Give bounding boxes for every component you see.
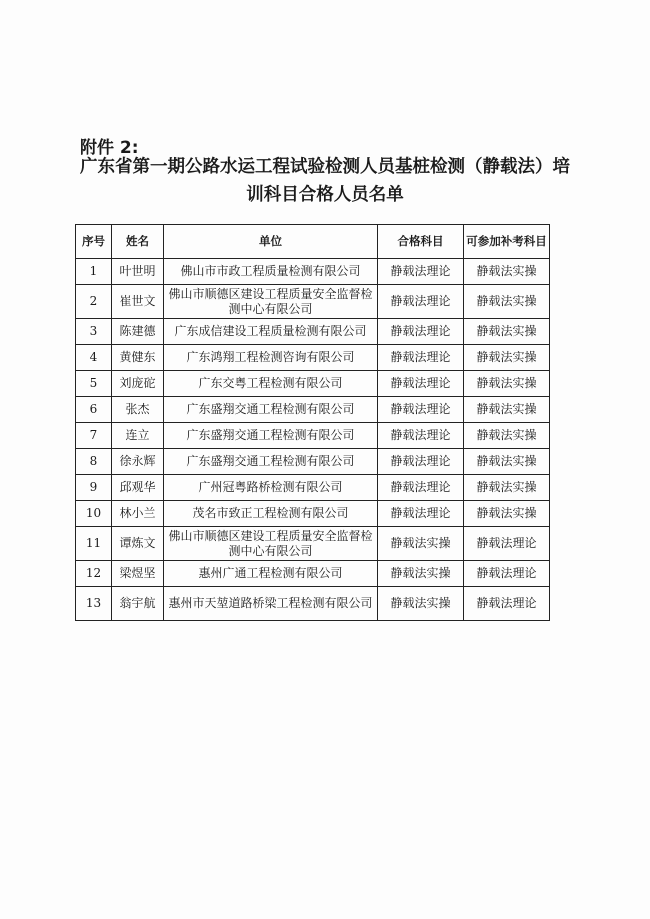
row-number: 7: [76, 423, 112, 449]
header-unit: 单位: [164, 225, 378, 259]
unit-name: 茂名市致正工程检测有限公司: [164, 501, 378, 527]
supplementary-subject: 静载法实操: [464, 397, 550, 423]
unit-name: 广东鸿翔工程检测咨询有限公司: [164, 345, 378, 371]
header-supplementary-subject: 可参加补考科目: [464, 225, 550, 259]
header-no: 序号: [76, 225, 112, 259]
row-number: 13: [76, 587, 112, 621]
unit-name: 广东盛翔交通工程检测有限公司: [164, 449, 378, 475]
supplementary-subject: 静载法实操: [464, 259, 550, 285]
table-row: [76, 561, 550, 587]
supplementary-subject: 静载法实操: [464, 449, 550, 475]
supplementary-subject: 静载法实操: [464, 475, 550, 501]
person-name: 邱观华: [112, 475, 164, 501]
person-name: 黄健东: [112, 345, 164, 371]
table-row: [76, 285, 550, 319]
supplementary-subject: 静载法实操: [464, 371, 550, 397]
supplementary-subject: 静载法实操: [464, 285, 550, 319]
unit-name: 佛山市顺德区建设工程质量安全监督检测中心有限公司: [164, 527, 378, 561]
table-row: [76, 423, 550, 449]
table-row: [76, 371, 550, 397]
table-row: [76, 587, 550, 621]
person-name: 连立: [112, 423, 164, 449]
table-row: [76, 345, 550, 371]
passed-subject: 静载法理论: [378, 475, 464, 501]
supplementary-subject: 静载法实操: [464, 501, 550, 527]
attachment-label: 附件 2:: [80, 138, 139, 158]
row-number: 9: [76, 475, 112, 501]
table-row: [76, 319, 550, 345]
person-name: 谭炼文: [112, 527, 164, 561]
header-passed-subject: 合格科目: [378, 225, 464, 259]
row-number: 1: [76, 259, 112, 285]
qualified-personnel-table: [75, 224, 550, 621]
person-name: 梁煜坚: [112, 561, 164, 587]
passed-subject: 静载法实操: [378, 527, 464, 561]
document-title: 广东省第一期公路水运工程试验检测人员基桩检测（静载法）培训科目合格人员名单: [80, 157, 570, 205]
row-number: 8: [76, 449, 112, 475]
row-number: 6: [76, 397, 112, 423]
unit-name: 广东成信建设工程质量检测有限公司: [164, 319, 378, 345]
table-body: [76, 259, 550, 621]
unit-name: 广东交粤工程检测有限公司: [164, 371, 378, 397]
table-row: [76, 475, 550, 501]
table-row: [76, 259, 550, 285]
person-name: 翁宇航: [112, 587, 164, 621]
supplementary-subject: 静载法实操: [464, 319, 550, 345]
unit-name: 广东盛翔交通工程检测有限公司: [164, 397, 378, 423]
person-name: 陈建德: [112, 319, 164, 345]
table-row: [76, 501, 550, 527]
passed-subject: 静载法理论: [378, 345, 464, 371]
unit-name: 广州冠粤路桥检测有限公司: [164, 475, 378, 501]
row-number: 11: [76, 527, 112, 561]
supplementary-subject: 静载法理论: [464, 527, 550, 561]
unit-name: 惠州市天堃道路桥梁工程检测有限公司: [164, 587, 378, 621]
supplementary-subject: 静载法理论: [464, 587, 550, 621]
table-row: [76, 527, 550, 561]
supplementary-subject: 静载法实操: [464, 345, 550, 371]
unit-name: 广东盛翔交通工程检测有限公司: [164, 423, 378, 449]
header-name: 姓名: [112, 225, 164, 259]
passed-subject: 静载法实操: [378, 561, 464, 587]
row-number: 3: [76, 319, 112, 345]
passed-subject: 静载法理论: [378, 449, 464, 475]
passed-subject: 静载法理论: [378, 259, 464, 285]
person-name: 张杰: [112, 397, 164, 423]
person-name: 刘庞砣: [112, 371, 164, 397]
row-number: 4: [76, 345, 112, 371]
supplementary-subject: 静载法实操: [464, 423, 550, 449]
table-header-row: [76, 225, 550, 259]
passed-subject: 静载法理论: [378, 397, 464, 423]
unit-name: 佛山市市政工程质量检测有限公司: [164, 259, 378, 285]
row-number: 10: [76, 501, 112, 527]
passed-subject: 静载法实操: [378, 587, 464, 621]
person-name: 崔世文: [112, 285, 164, 319]
row-number: 2: [76, 285, 112, 319]
unit-name: 惠州广通工程检测有限公司: [164, 561, 378, 587]
person-name: 叶世明: [112, 259, 164, 285]
person-name: 林小兰: [112, 501, 164, 527]
passed-subject: 静载法理论: [378, 319, 464, 345]
passed-subject: 静载法理论: [378, 501, 464, 527]
row-number: 5: [76, 371, 112, 397]
supplementary-subject: 静载法理论: [464, 561, 550, 587]
table-row: [76, 397, 550, 423]
passed-subject: 静载法理论: [378, 371, 464, 397]
table-row: [76, 449, 550, 475]
passed-subject: 静载法理论: [378, 423, 464, 449]
row-number: 12: [76, 561, 112, 587]
person-name: 徐永辉: [112, 449, 164, 475]
unit-name: 佛山市顺德区建设工程质量安全监督检测中心有限公司: [164, 285, 378, 319]
passed-subject: 静载法理论: [378, 285, 464, 319]
